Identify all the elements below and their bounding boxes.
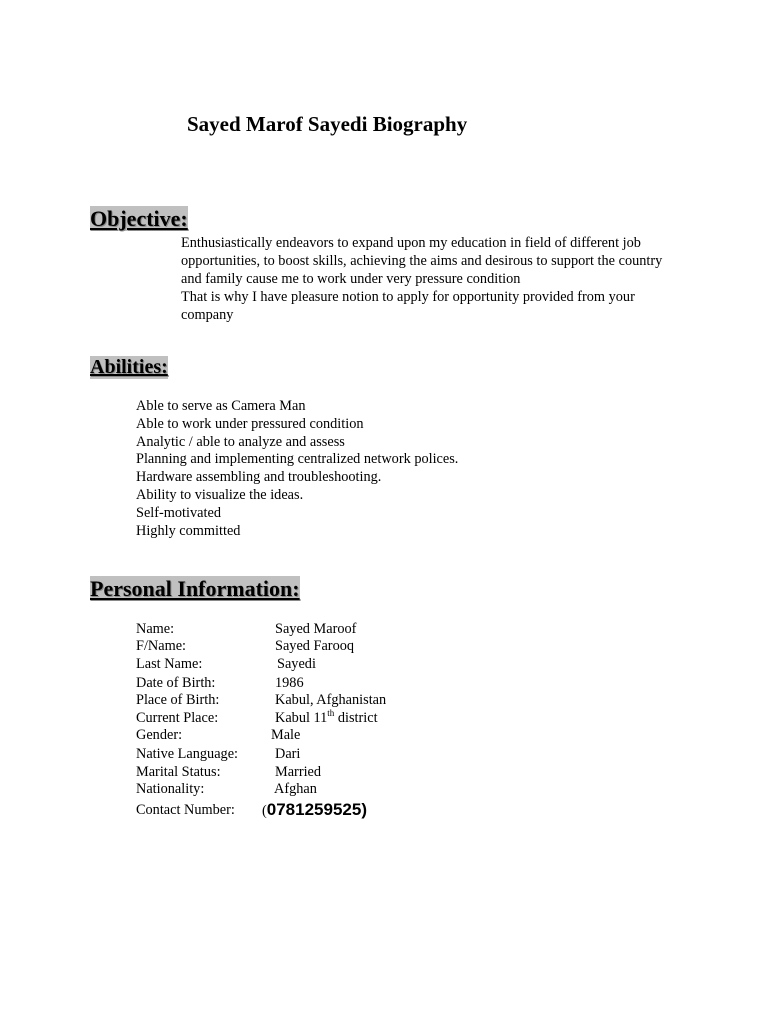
ability-item: Planning and implementing centralized network polices. [136,451,459,468]
info-label: Contact Number: [136,802,235,818]
phone-number: 0781259525 [266,800,362,819]
abilities-list [136,398,458,540]
info-label: Name: [136,621,175,637]
info-label: Place of Birth: [136,692,220,708]
info-label: Current Place: [136,710,219,726]
objective-text [181,234,681,324]
info-value: Kabul, Afghanistan [275,692,387,708]
info-value: 1986 [275,675,304,691]
ability-item: Analytic / able to analyze and assess [136,433,345,450]
document-title: Sayed Marof Sayedi Biography [187,112,468,136]
objective-paragraph: That is why I have pleasure notion to apply for opportunity provided from your company [181,289,635,323]
info-label: Last Name: [136,656,203,672]
ability-item: Highly committed [136,522,241,539]
info-label: F/Name: [136,638,187,654]
info-value: Sayed Maroof [275,621,357,637]
contact-number [262,800,367,820]
info-value: Dari [275,746,301,762]
info-value [275,710,378,727]
info-value: Sayedi [277,656,316,672]
info-value-suffix: district [334,710,378,726]
info-value: Male [271,727,301,743]
ability-item: Hardware assembling and troubleshooting. [136,469,382,486]
info-value: Afghan [274,781,317,797]
info-label: Native Language: [136,746,239,762]
objective-heading: Objective: [90,206,188,231]
close-paren: ) [361,800,367,819]
ability-item: Able to serve as Camera Man [136,398,306,414]
open-paren: ( [262,803,267,819]
info-value: Married [275,764,322,780]
info-value: Sayed Farooq [275,638,355,654]
abilities-heading: Abilities: [90,356,168,378]
info-label: Nationality: [136,781,205,797]
ability-item: Able to work under pressured condition [136,415,364,432]
info-value-main: Kabul 11 [275,710,328,726]
info-label: Marital Status: [136,764,221,780]
ordinal-suffix: th [327,708,335,719]
personal-info-heading: Personal Information: [90,576,300,601]
info-label: Date of Birth: [136,675,216,691]
ability-item: Self-motivated [136,504,221,521]
ability-item: Ability to visualize the ideas. [136,486,304,503]
objective-paragraph: Enthusiastically endeavors to expand upon my education in field of different job opportunities, to boost skills, achieving the aims and desirous to support the country and family cause me to work under very pressure condition [181,235,663,287]
info-label: Gender: [136,727,183,743]
